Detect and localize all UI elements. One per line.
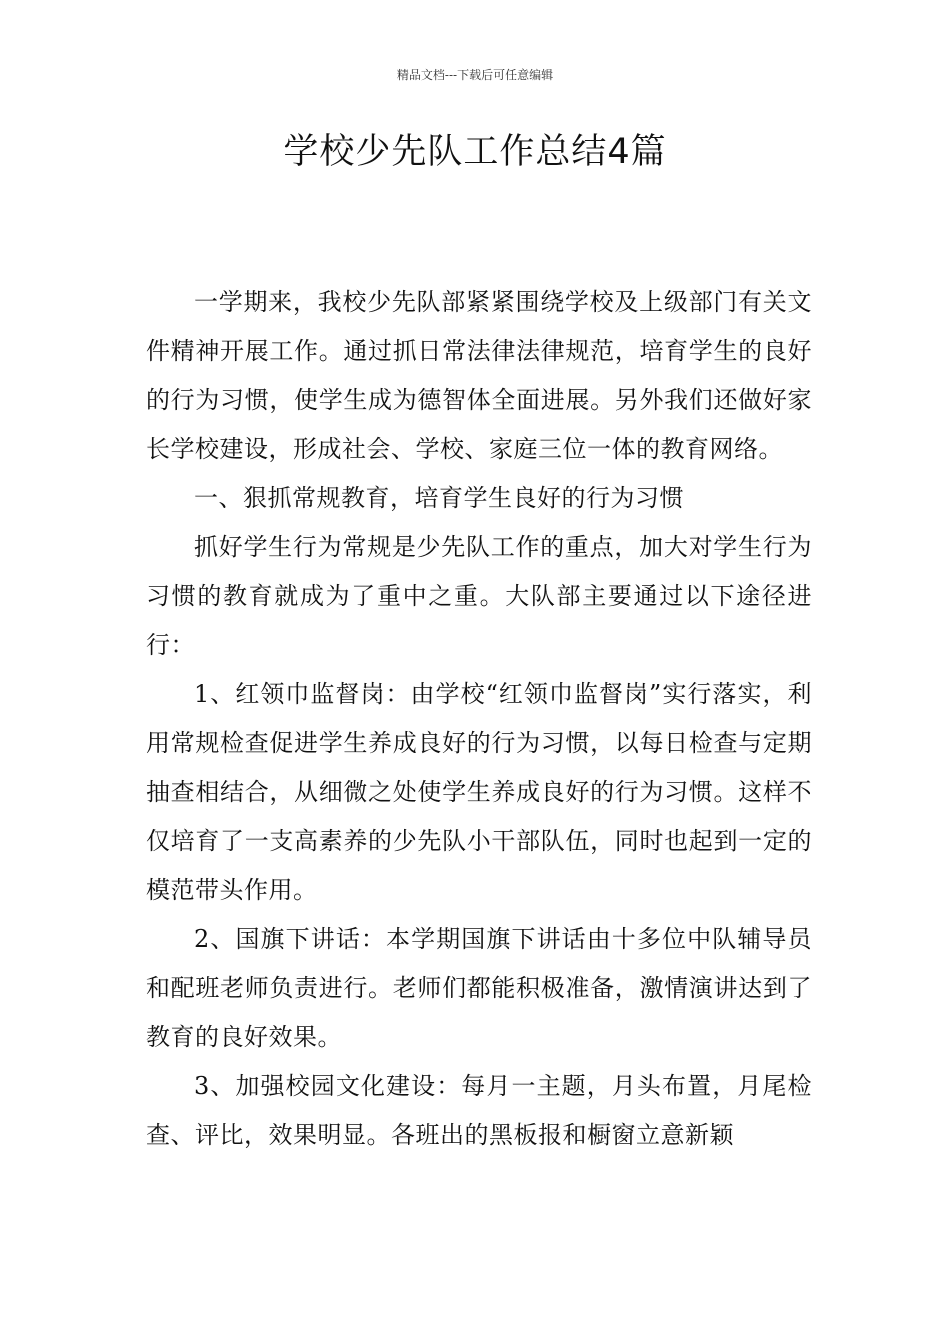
paragraph-item-1: 1、红领巾监督岗：由学校“红领巾监督岗”实行落实，利用常规检查促进学生养成良好的行为习惯，以每日检查与定期抽查相结合，从细微之处使学生养成良好的行为习惯。这样不仅培育了一支高素养的少先队小干部队伍，同时也起到一定的模范带头作用。 bbox=[146, 680, 812, 904]
paragraph-item-2: 2、国旗下讲话：本学期国旗下讲话由十多位中队辅导员和配班老师负责进行。老师们都能积极准备，激情演讲达到了教育的良好效果。 bbox=[146, 925, 812, 1051]
document-title: 学校少先队工作总结4篇 bbox=[283, 132, 667, 172]
header-note: 精品文档---下载后可任意编辑 bbox=[396, 68, 554, 82]
section-heading-1: 一、狠抓常规教育，培育学生良好的行为习惯 bbox=[194, 484, 684, 512]
paragraph-item-3: 3、加强校园文化建设：每月一主题，月头布置，月尾检查、评比，效果明显。各班出的黑板报和橱窗立意新颖 bbox=[146, 1072, 812, 1149]
paragraph-intro: 一学期来，我校少先队部紧紧围绕学校及上级部门有关文件精神开展工作。通过抓日常法律法律规范，培育学生的良好的行为习惯，使学生成为德智体全面进展。另外我们还做好家长学校建设，形成社会、学校、家庭三位一体的教育网络。 bbox=[146, 288, 812, 463]
document-body bbox=[146, 278, 812, 1160]
paragraph-routine: 抓好学生行为常规是少先队工作的重点，加大对学生行为习惯的教育就成为了重中之重。大队部主要通过以下途径进行： bbox=[146, 533, 812, 659]
